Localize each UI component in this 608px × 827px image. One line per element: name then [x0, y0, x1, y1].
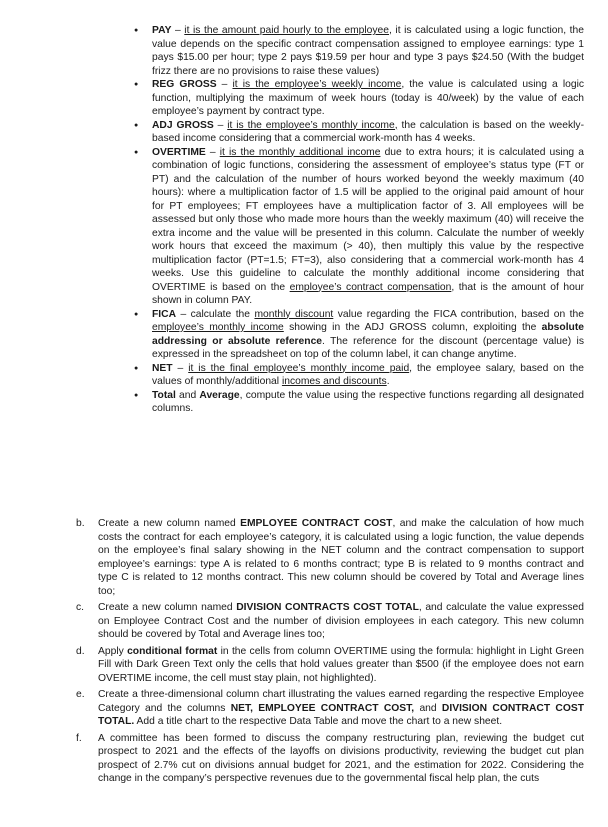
- term-pay: PAY: [152, 25, 172, 36]
- list-item-fica: ● FICA – calculate the monthly discount value regarding the FICA contribution, based on the employee’s monthly income showing in the ADJ GROSS column, exploiting the absolute addressing or absolute reference. The reference for the discount (percentage value) is expressed in the spreadsheet on top of the column label, it can change anytime.: [132, 308, 584, 362]
- task-item-e: e. Create a three-dimensional column chart illustrating the values earned regarding the respective Employee Category and the columns NET, EMPLOYEE CONTRACT COST, and DIVISION CONTRACT COST TOTAL. Add a title chart to the respective Data Table and move the chart to a new sheet.: [76, 689, 585, 727]
- task-item-c: c. Create a new column named DIVISION CONTRACTS COST TOTAL, and calculate the value expressed on Employee Contract Cost and the number of division employees in each category. This new column should be covered by Total and Average lines too;: [76, 602, 585, 640]
- list-item-adj-gross: ● ADJ GROSS – it is the employee’s monthly income, the calculation is based on the weekly-based income considering that a commercial work-month has 4 weeks.: [132, 119, 584, 146]
- task-item-f: f. A committee has been formed to discuss the company restructuring plan, reviewing the budget cut prospect to 2021 and the effects of the layoffs on divisions productivity, reviewing the budget cut plan prospect of 2.7% cut on divisions annual budget for 2021, and the estimation for 2022. Considering the change in the company’s perspective revenues due to the governmental fiscal help plan, the cuts: [76, 732, 584, 784]
- term-net: NET: [152, 362, 173, 374]
- column-definitions-list: [132, 24, 584, 416]
- term-reg-gross: REG GROSS: [152, 79, 217, 90]
- term-average: Average: [199, 389, 240, 401]
- list-item-pay: ● PAY – it is the amount paid hourly to the employee, it is calculated using a logic function, the value depends on the specific contract compensation assigned to employee earnings: type 1 pays $15.00 per hour; type 2 pays $19.59 per hour and type 3 pays $24.50 (With the budget frizz there are no provisions to raise these values): [132, 24, 584, 78]
- term-adj-gross: ADJ GROSS: [152, 119, 214, 131]
- list-item-overtime: ● OVERTIME – it is the monthly additional income due to extra hours; it is calculated using a combination of logic functions, considering the assessment of employee’s status type (FT or PT) and the calculation of the number of hours worked beyond the weekly maximum (40 hours): where a multiplication factor of 1.5 will be applied to the original paid amount of hour for PT employees; FT employees have a multiplication factor of 3. All employees will be assessed but only those who made more hours than the weekly maximum (40) will receive the extra income and the value will be presented in this column. Calculate the number of weekly work hours that exceed the maximum (> 40), then multiply this value by the respective multiplication factor (PT=1.5; FT=3), also considering that a commercial work-month has 4 weeks. Use this guideline to calculate the monthly additional income considering that OVERTIME is based on the employee’s contract compensation, that is the amount of hour shown in column PAY.: [132, 146, 584, 308]
- term-overtime: OVERTIME: [152, 146, 206, 158]
- list-item-total-average: ● Total and Average, compute the value using the respective functions regarding all designated columns.: [132, 389, 584, 416]
- task-item-b: b. Create a new column named EMPLOYEE CONTRACT COST, and make the calculation of how much costs the contract for each employee’s category, it is calculated using a logic function, the value depends on the employee’s final salary showing in the NET column and the contract compensation to support employee’s earnings: type A is related to 6 months contract; type B is related to 9 months contract and type C is related to 12 months contract. This new column should be covered by Total and Average lines too;: [76, 518, 584, 597]
- term-total: Total: [152, 389, 176, 401]
- task-item-d: d. Apply conditional format in the cells from column OVERTIME using the formula: highlight in Light Green Fill with Dark Green Text only the cells that hold values greater than $500 (if the employee does not earn OVERTIME income, the cell must stay plain, not highlighted).: [76, 645, 584, 684]
- task-list: [76, 517, 584, 789]
- list-item-reg-gross: ● REG GROSS – it is the employee’s weekly income, the value is calculated using a logic function, multiplying the maximum of week hours (today is 40/week) by the value of each employee’s payment by contract type.: [132, 78, 584, 119]
- list-item-net: ● NET – it is the final employee’s monthly income paid, the employee salary, based on the values of monthly/additional incomes and discounts.: [132, 362, 584, 389]
- term-fica: FICA: [152, 308, 177, 320]
